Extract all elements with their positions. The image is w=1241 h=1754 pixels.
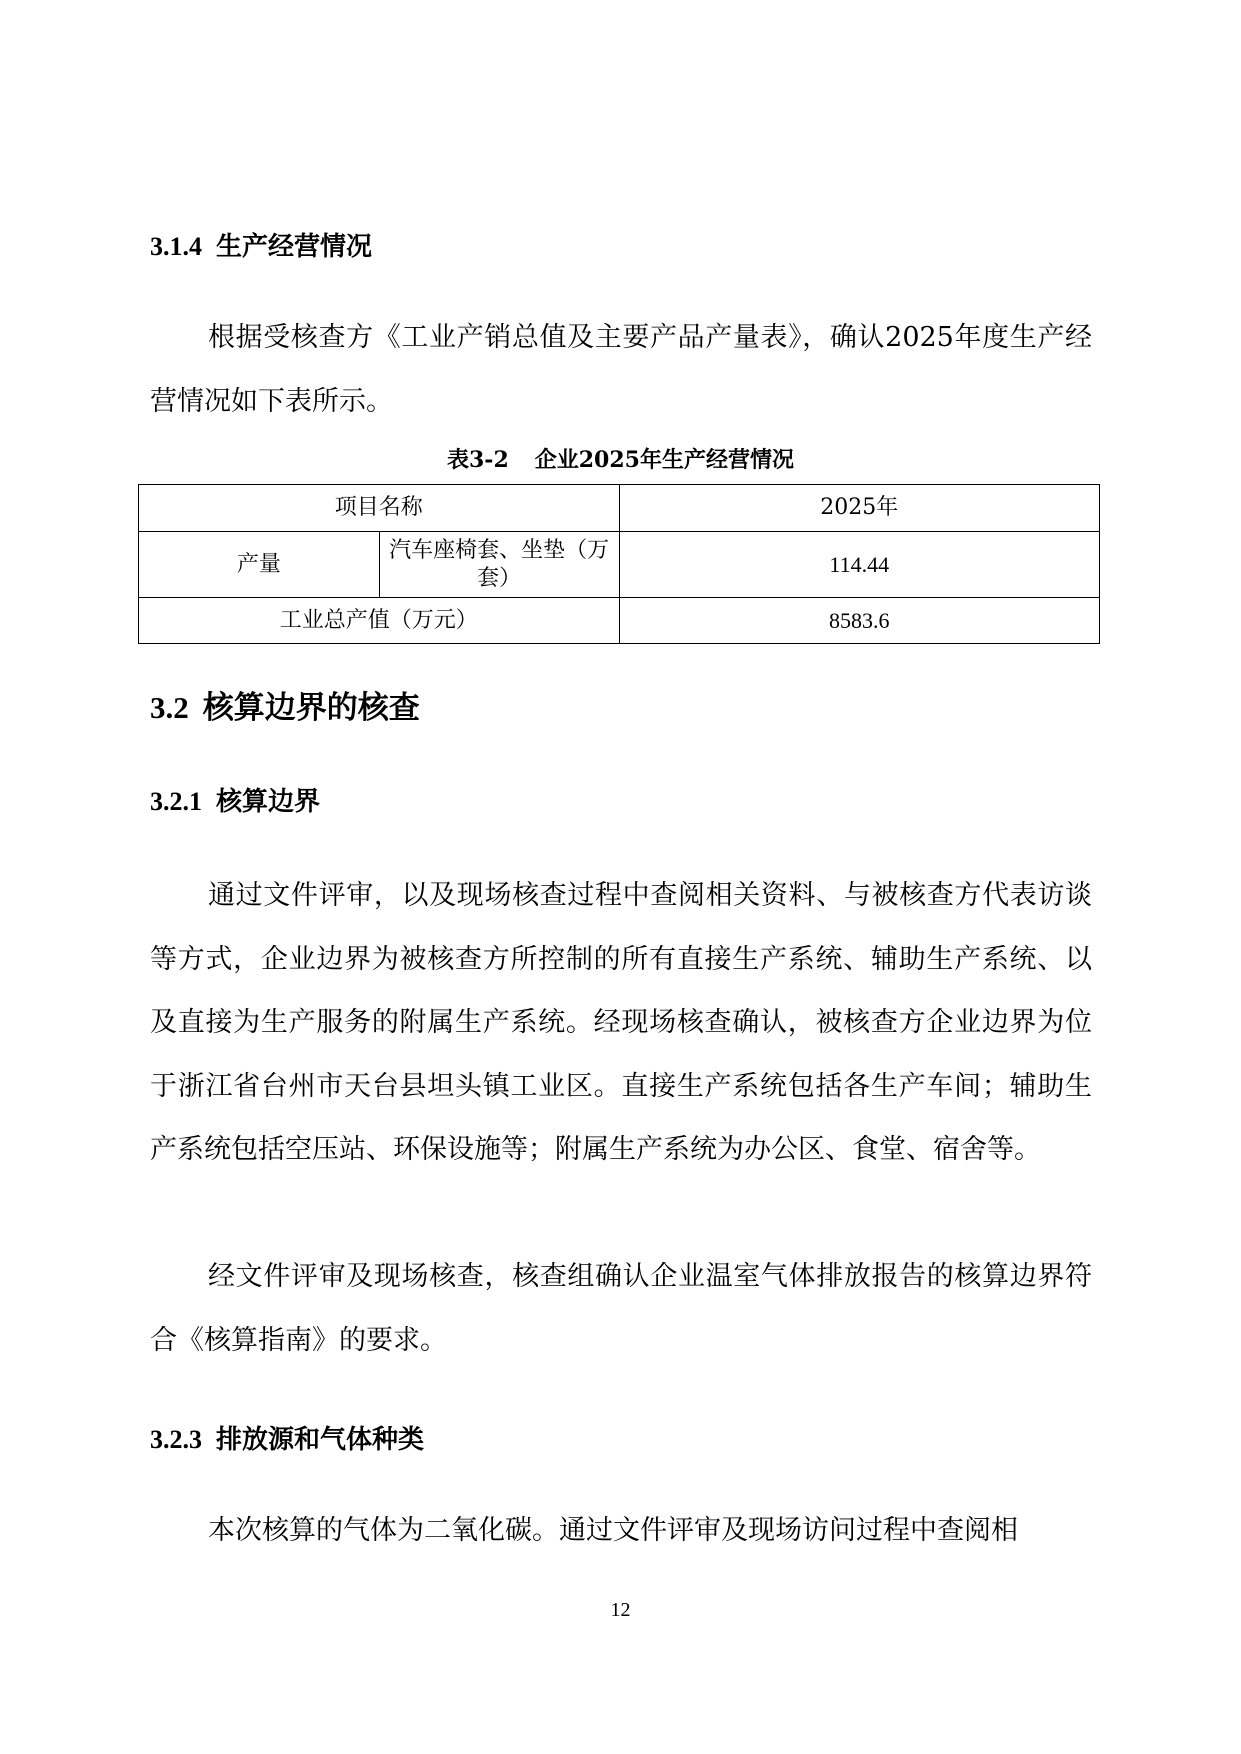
section-heading-3-2-3: [150, 1423, 424, 1457]
section-title: 排放源和气体种类: [216, 1425, 425, 1455]
table-row: [139, 485, 1100, 532]
section-title: 生产经营情况: [216, 232, 373, 262]
table-cell-output-item: 汽车座椅套、坐垫（万套）: [379, 532, 619, 598]
table-cell-output-value: 114.44: [619, 532, 1100, 598]
table-row: [139, 598, 1100, 644]
page-number: 12: [610, 1599, 631, 1621]
table-header-year: 2025年: [619, 485, 1100, 532]
production-table: [138, 484, 1100, 644]
section-title: 核算边界的核查: [202, 690, 420, 726]
paragraph-boundary-conclusion: 经文件评审及现场核查，核查组确认企业温室气体排放报告的核算边界符合《核算指南》的要求。: [150, 1261, 1092, 1356]
table-caption-label: 表3-2: [447, 447, 509, 473]
section-heading-3-2-1: [150, 785, 320, 819]
section-heading-3-1-4: [150, 230, 372, 264]
section-number: 3.2.1: [150, 787, 202, 816]
table-header-item: 项目名称: [139, 485, 620, 532]
section-number: 3.1.4: [150, 232, 202, 261]
table-caption-title: 企业2025年生产经营情况: [534, 447, 794, 473]
table-cell-total-value: 8583.6: [619, 598, 1100, 644]
paragraph-production-intro: 根据受核查方《工业产销总值及主要产品产量表》，确认2025年度生产经营情况如下表所示。: [150, 322, 1092, 417]
paragraph-emission-sources: 本次核算的气体为二氧化碳。通过文件评审及现场访问过程中查阅相: [208, 1515, 1018, 1546]
table-cell-output-label: 产量: [139, 532, 380, 598]
table-caption: [0, 445, 1241, 475]
section-number: 3.2: [150, 690, 189, 725]
paragraph-boundary-description: 通过文件评审，以及现场核查过程中查阅相关资料、与被核查方代表访谈等方式，企业边界为被核查方所控制的所有直接生产系统、辅助生产系统、以及直接为生产服务的附属生产系统。经现场核查确认，被核查方企业边界为位于浙江省台州市天台县坦头镇工业区。直接生产系统包括各生产车间；辅助生产系统包括空压站、环保设施等；附属生产系统为办公区、食堂、宿舍等。: [150, 880, 1092, 1165]
table-row: [139, 532, 1100, 598]
section-heading-3-2: [150, 688, 420, 728]
table-cell-total-label: 工业总产值（万元）: [139, 598, 620, 644]
section-title: 核算边界: [216, 787, 321, 817]
section-number: 3.2.3: [150, 1425, 202, 1454]
